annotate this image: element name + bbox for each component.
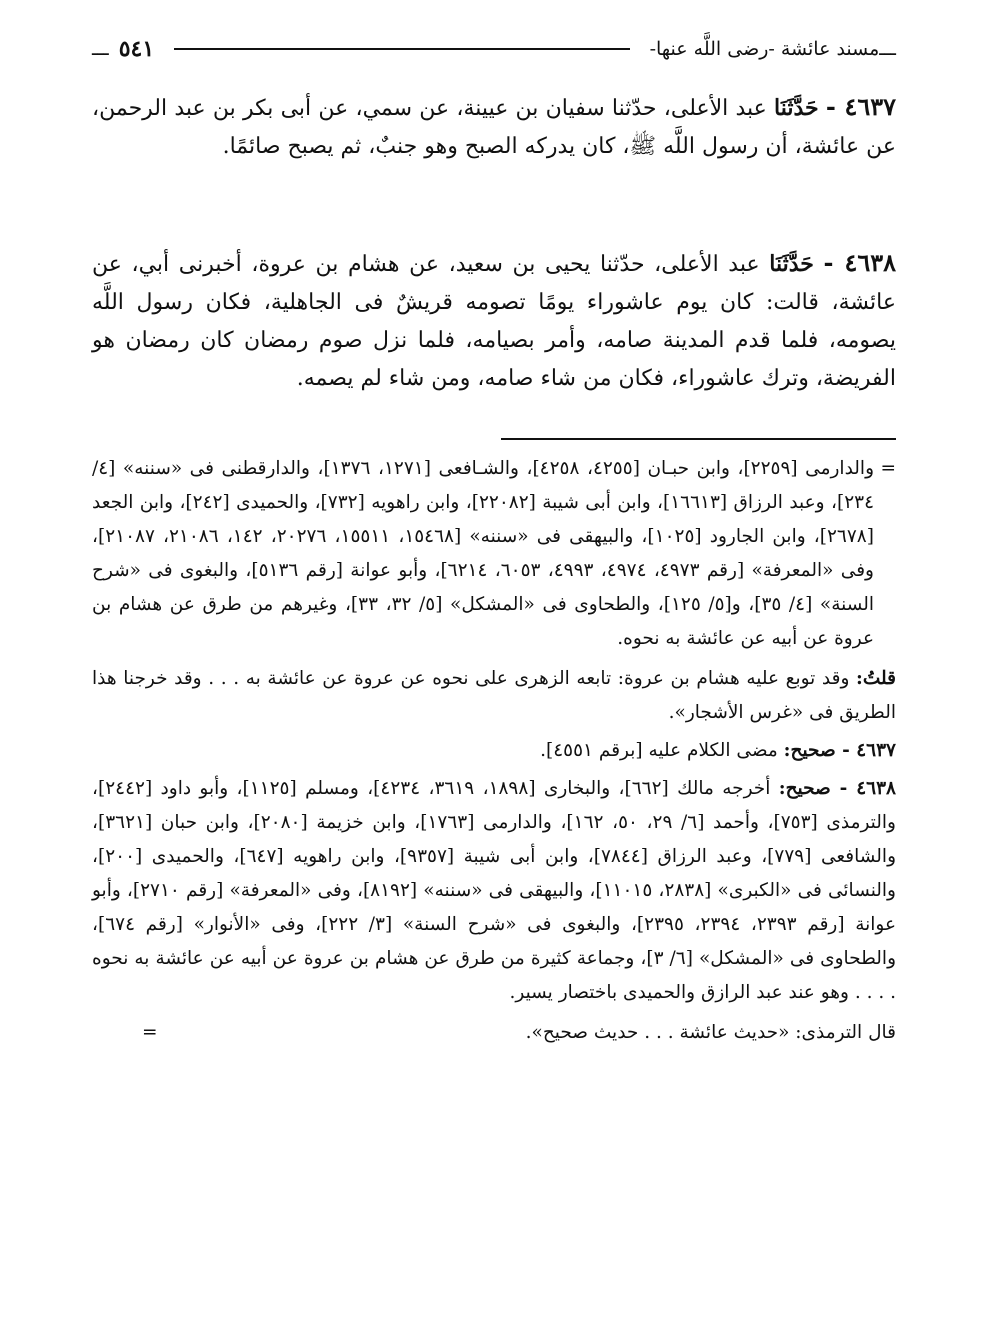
page-number: ٥٤١ xyxy=(118,36,155,62)
header-rule xyxy=(174,48,629,50)
note-4637-text: مضى الكلام عليه [برقم ٤٥٥١]. xyxy=(540,740,778,761)
hadith-text: عبد الأعلى، حدّثنا يحيى بن سعيد، عن هشام بن عروة، أخبرنى أبي، عن عائشة، قالت: كان يوم عاشوراء يومًا تصومه قريشٌ فى الجاهلية، فكان رسول اللَّه يصومه، فلما قدم المدينة صامه، وأمر بصيامه، فلما نزل صوم رمضان كان رمضان هو الفريضة، وترك عاشوراء، فكان من شاء صامه، ومن شاء لم يصمه. xyxy=(92,252,896,391)
footnote-separator xyxy=(501,438,896,440)
footnote-qult xyxy=(92,662,896,730)
page-header xyxy=(92,32,896,66)
tirmidhi-text: قال الترمذى: «حديث عائشة . . . حديث صحيح». xyxy=(525,1022,896,1043)
hadith-4638 xyxy=(92,244,896,398)
hadith-number: ٤٦٣٧ - xyxy=(825,92,896,121)
footnotes xyxy=(92,452,896,1050)
header-title: مسند عائشة -رضى اللَّه عنها- xyxy=(649,38,880,60)
hadith-4637 xyxy=(92,88,896,166)
hadith-keyword: حَدَّثَنَا xyxy=(774,95,819,121)
footnote-4638 xyxy=(92,772,896,1010)
qult-text: وقد توبع عليه هشام بن عروة: تابعه الزهرى على نحوه عن عروة عن عائشة به . . . وقد خرجنا هذا الطريق فى «غرس الأشجار». xyxy=(92,668,896,723)
footnote-tirmidhi xyxy=(92,1016,896,1050)
hadith-number: ٤٦٣٨ - xyxy=(823,248,896,277)
continuation-mark: = xyxy=(880,458,896,479)
note-4638-label: ٤٦٣٨ - صحيح: xyxy=(778,778,896,799)
note-4638-text: أخرجه مالك [٦٦٢]، والبخارى [١٨٩٨، ٣٦١٩، ٤٢٣٤]، ومسلم [١١٢٥]، وأبو داود [٢٤٤٢]، والترمذى [٧٥٣]، وأحمد [٦/ ٢٩، ٥٠، ١٦٢]، والدارمى [١٧٦٣]، وابن خزيمة [٢٠٨٠]، وابن حبان [٣٦٢١]، والشافعى [٧٧٩]، وعبد الرزاق [٧٨٤٤]، وابن أبى شيبة [٩٣٥٧]، وابن راهويه [٦٤٧]، والحميدى [٢٠٠]، والنسائى فى «الكبرى» [٢٨٣٨، ١١٠١٥]، والبيهقى فى «سننه» [٨١٩٢]، وفى «المعرفة» [رقم ٢٧١٠]، وأبو عوانة [رقم ٢٣٩٣، ٢٣٩٤، ٢٣٩٥]، والبغوى فى «شرح السنة» [٣/ ٢٢٢]، وفى «الأنوار» [رقم ٦٧٤]، والطحاوى فى «المشكل» [٦/ ٣]، وجماعة كثيرة من طرق عن هشام بن عروة عن أبيه عن عائشة به نحوه . . . . وهو عند عبد الرازق والحميدى باختصار يسير. xyxy=(92,778,897,1003)
header-lead-dash: ـــ xyxy=(879,38,896,60)
page-number-dash: ـــ xyxy=(92,38,109,60)
end-continuation-mark: = xyxy=(142,1022,158,1043)
hadith-text: عبد الأعلى، حدّثنا سفيان بن عيينة، عن سمي، عن أبى بكر بن عبد الرحمن، عن عائشة، أن رسول اللَّه ﷺ، كان يدركه الصبح وهو جنبٌ، ثم يصبح صائمًا. xyxy=(92,96,896,159)
footnote-4637 xyxy=(92,734,896,768)
hadith-keyword: حَدَّثَنَا xyxy=(769,251,814,277)
note-4637-label: ٤٦٣٧ - صحيح: xyxy=(783,740,896,761)
qult-label: قلتُ: xyxy=(856,668,896,689)
continuation-text: والدارمى [٢٢٥٩]، وابن حبـان [٤٢٥٥، ٤٢٥٨]، والشـافعى [١٢٧١، ١٣٧٦]، والدارقطنى فى «سننه» [٤/ ٢٣٤]، وعبد الرزاق [١٦٦١٣]، وابن أبى شيبة [٢٢٠٨٢]، وابن راهويه [٧٣٢]، والحميدى [٢٤٢]، وابن الجعد [٢٦٧٨]، وابن الجارود [١٠٢٥]، والبيهقى فى «سننه» [١٥٤٦٨، ١٥٥١١، ٢٠٢٧٦، ١٤٢، ٢١٠٨٦، ٢١٠٨٧]، وفى «المعرفة» [رقم ٤٩٧٣، ٤٩٧٤، ٤٩٩٣، ٦٠٥٣، ٦٢١٤]، وأبو عوانة [رقم ٥١٣٦]، والبغوى فى «شرح السنة» [٤/ ٣٥]، و[٥/ ١٢٥]، والطحاوى فى «المشكل» [٥/ ٣٢، ٣٣]، وغيرهم من طرق عن هشام بن عروة عن أبيه عن عائشة به نحوه. xyxy=(92,458,875,649)
footnote-continuation xyxy=(92,452,896,656)
